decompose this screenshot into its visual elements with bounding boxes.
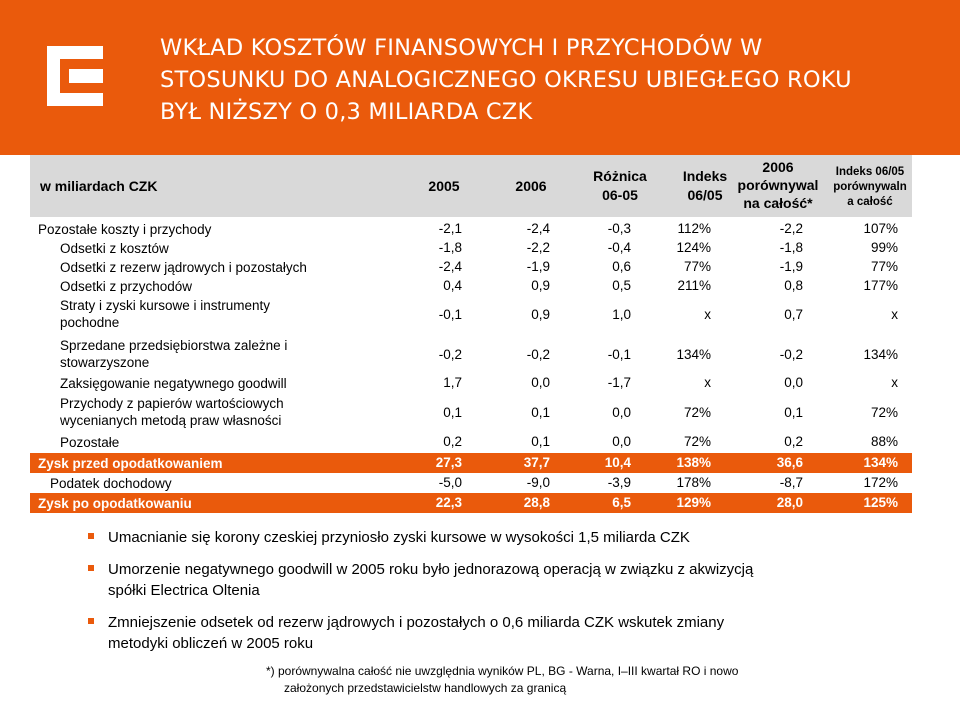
cell-2005: 22,3 bbox=[435, 495, 462, 510]
cell-diff: -0,4 bbox=[607, 240, 631, 255]
bullet-item: Umacnianie się korony czeskiej przyniosło zyski kursowe w wysokości 1,5 miliarda CZK bbox=[88, 527, 908, 548]
cell-index: 211% bbox=[677, 278, 711, 293]
table-row bbox=[30, 219, 912, 239]
row-label: Pozostałe koszty i przychody bbox=[38, 222, 212, 237]
row-label: Podatek dochodowy bbox=[50, 476, 172, 491]
header-2006: 2006 bbox=[515, 178, 547, 194]
cell-index: 138% bbox=[676, 455, 711, 470]
cell-index: 134% bbox=[676, 347, 711, 362]
cell-diff: 0,6 bbox=[612, 259, 631, 274]
cell-index: x bbox=[704, 375, 711, 390]
table-row-highlight bbox=[30, 453, 912, 473]
table-row bbox=[30, 257, 912, 277]
table-row bbox=[30, 473, 912, 493]
cell-diff: 10,4 bbox=[604, 455, 631, 470]
cell-comparable: 36,6 bbox=[776, 455, 803, 470]
cell-diff: 0,5 bbox=[612, 278, 631, 293]
cell-2005: -2,4 bbox=[438, 259, 462, 274]
cell-comparable: 0,1 bbox=[784, 405, 803, 420]
table-row bbox=[30, 393, 912, 433]
cell-comparable: 28,0 bbox=[776, 495, 803, 510]
cell-comparable: -0,2 bbox=[779, 347, 803, 362]
table-row-highlight bbox=[30, 493, 912, 513]
cell-comparable-index: 107% bbox=[863, 221, 898, 236]
row-label: Odsetki z przychodów bbox=[60, 279, 193, 294]
table-row bbox=[30, 432, 912, 452]
bullet-square-icon bbox=[88, 565, 94, 571]
page-title bbox=[160, 32, 920, 128]
cell-2005: -0,1 bbox=[438, 307, 462, 322]
cell-comparable-index: 177% bbox=[863, 278, 898, 293]
title-line: STOSUNKU DO ANALOGICZNEGO OKRESU UBIEGŁEGO ROKU bbox=[160, 67, 852, 93]
cell-2006: 37,7 bbox=[523, 455, 550, 470]
row-label: Odsetki z rezerw jądrowych i pozostałych bbox=[60, 260, 307, 275]
cell-2005: -2,1 bbox=[438, 221, 462, 236]
row-label: Przychody z papierów wartościowych wycenianych metodą praw własności bbox=[60, 396, 284, 428]
cell-comparable-index: 134% bbox=[863, 347, 898, 362]
header-comparable-index: Indeks 06/05 porównywaln a całość bbox=[833, 166, 907, 208]
title-line: BYŁ NIŻSZY O 0,3 MILIARDA CZK bbox=[160, 99, 533, 125]
header-label: w miliardach CZK bbox=[40, 178, 158, 194]
cell-2006: 0,9 bbox=[531, 307, 550, 322]
bullet-item: Umorzenie negatywnego goodwill w 2005 roku było jednorazową operacją w związku z akwizycją spółki Electrica Oltenia bbox=[88, 559, 908, 601]
cell-diff: 0,0 bbox=[612, 434, 631, 449]
row-label: Odsetki z kosztów bbox=[60, 241, 169, 256]
header-difference: Różnica 06-05 bbox=[593, 168, 647, 203]
cell-diff: 0,0 bbox=[612, 405, 631, 420]
row-label: Zaksięgowanie negatywnego goodwill bbox=[60, 376, 287, 391]
cell-2005: 0,4 bbox=[443, 278, 462, 293]
cell-2006: -1,9 bbox=[526, 259, 550, 274]
cell-comparable-index: 72% bbox=[870, 405, 898, 420]
cell-comparable-index: 134% bbox=[863, 455, 898, 470]
cell-2006: 0,1 bbox=[531, 405, 550, 420]
cell-comparable-index: 99% bbox=[870, 240, 898, 255]
cell-2006: 0,9 bbox=[531, 278, 550, 293]
footnote: *) porównywalna całość nie uwzględnia wyników PL, BG - Warna, I–III kwartał RO i nowo założonych przedstawicielstw handlowych za granicą bbox=[266, 664, 739, 695]
cell-2005: 1,7 bbox=[443, 375, 462, 390]
cell-2005: -0,2 bbox=[438, 347, 462, 362]
cez-logo-icon bbox=[47, 46, 103, 106]
cell-2006: 0,1 bbox=[531, 434, 550, 449]
row-label: Straty i zyski kursowe i instrumenty pochodne bbox=[60, 298, 271, 330]
cell-diff: 6,5 bbox=[612, 495, 631, 510]
cell-comparable: 0,8 bbox=[784, 278, 803, 293]
cell-2005: 27,3 bbox=[435, 455, 462, 470]
table-row bbox=[30, 295, 912, 335]
row-label: Zysk po opodatkowaniu bbox=[38, 496, 192, 511]
table-row bbox=[30, 276, 912, 296]
cell-comparable-index: x bbox=[891, 307, 898, 322]
row-label: Pozostałe bbox=[60, 435, 120, 450]
cell-comparable: -1,8 bbox=[779, 240, 803, 255]
cell-index: 124% bbox=[676, 240, 711, 255]
header-index: Indeks 06/05 bbox=[682, 168, 728, 203]
cell-index: 77% bbox=[683, 259, 711, 274]
cell-index: 112% bbox=[677, 221, 711, 236]
cell-comparable-index: 77% bbox=[870, 259, 898, 274]
header-comparable: 2006 porównywal na całość* bbox=[737, 159, 819, 211]
table-row bbox=[30, 238, 912, 258]
cell-2006: 0,0 bbox=[531, 375, 550, 390]
cell-2006: -0,2 bbox=[526, 347, 550, 362]
cell-diff: -3,9 bbox=[607, 475, 631, 490]
bullet-list bbox=[88, 527, 908, 665]
cell-comparable: 0,2 bbox=[784, 434, 803, 449]
cell-comparable: -8,7 bbox=[779, 475, 803, 490]
cell-2005: 0,2 bbox=[443, 434, 462, 449]
cell-comparable-index: 88% bbox=[870, 434, 898, 449]
title-line: WKŁAD KOSZTÓW FINANSOWYCH I PRZYCHODÓW W bbox=[160, 35, 763, 61]
cell-comparable-index: x bbox=[891, 375, 898, 390]
cell-2005: -5,0 bbox=[438, 475, 462, 490]
cell-comparable: -2,2 bbox=[779, 221, 803, 236]
table-row bbox=[30, 335, 912, 375]
cell-2006: -9,0 bbox=[526, 475, 550, 490]
cell-index: 72% bbox=[683, 405, 711, 420]
cell-2006: 28,8 bbox=[523, 495, 550, 510]
cell-2006: -2,2 bbox=[526, 240, 550, 255]
cell-2005: -1,8 bbox=[438, 240, 462, 255]
cell-comparable: -1,9 bbox=[779, 259, 803, 274]
table-row bbox=[30, 373, 912, 393]
cell-diff: -0,1 bbox=[607, 347, 631, 362]
cell-index: x bbox=[704, 307, 711, 322]
row-label: Zysk przed opodatkowaniem bbox=[38, 456, 223, 471]
cell-2006: -2,4 bbox=[526, 221, 550, 236]
cell-index: 72% bbox=[683, 434, 711, 449]
cell-index: 178% bbox=[676, 475, 711, 490]
cell-diff: -1,7 bbox=[607, 375, 631, 390]
cell-comparable-index: 172% bbox=[863, 475, 898, 490]
table-header bbox=[30, 155, 912, 217]
row-label: Sprzedane przedsiębiorstwa zależne i stowarzyszone bbox=[60, 338, 288, 370]
cell-comparable-index: 125% bbox=[863, 495, 898, 510]
title-banner bbox=[0, 0, 960, 155]
bullet-item: Zmniejszenie odsetek od rezerw jądrowych i pozostałych o 0,6 miliarda CZK wskutek zmiany metodyki obliczeń w 2005 roku bbox=[88, 612, 908, 654]
cell-2005: 0,1 bbox=[443, 405, 462, 420]
header-2005: 2005 bbox=[428, 178, 460, 194]
cell-diff: 1,0 bbox=[612, 307, 631, 322]
cell-index: 129% bbox=[676, 495, 711, 510]
bullet-square-icon bbox=[88, 618, 94, 624]
bullet-square-icon bbox=[88, 533, 94, 539]
cell-comparable: 0,7 bbox=[784, 307, 803, 322]
cell-comparable: 0,0 bbox=[784, 375, 803, 390]
cell-diff: -0,3 bbox=[607, 221, 631, 236]
